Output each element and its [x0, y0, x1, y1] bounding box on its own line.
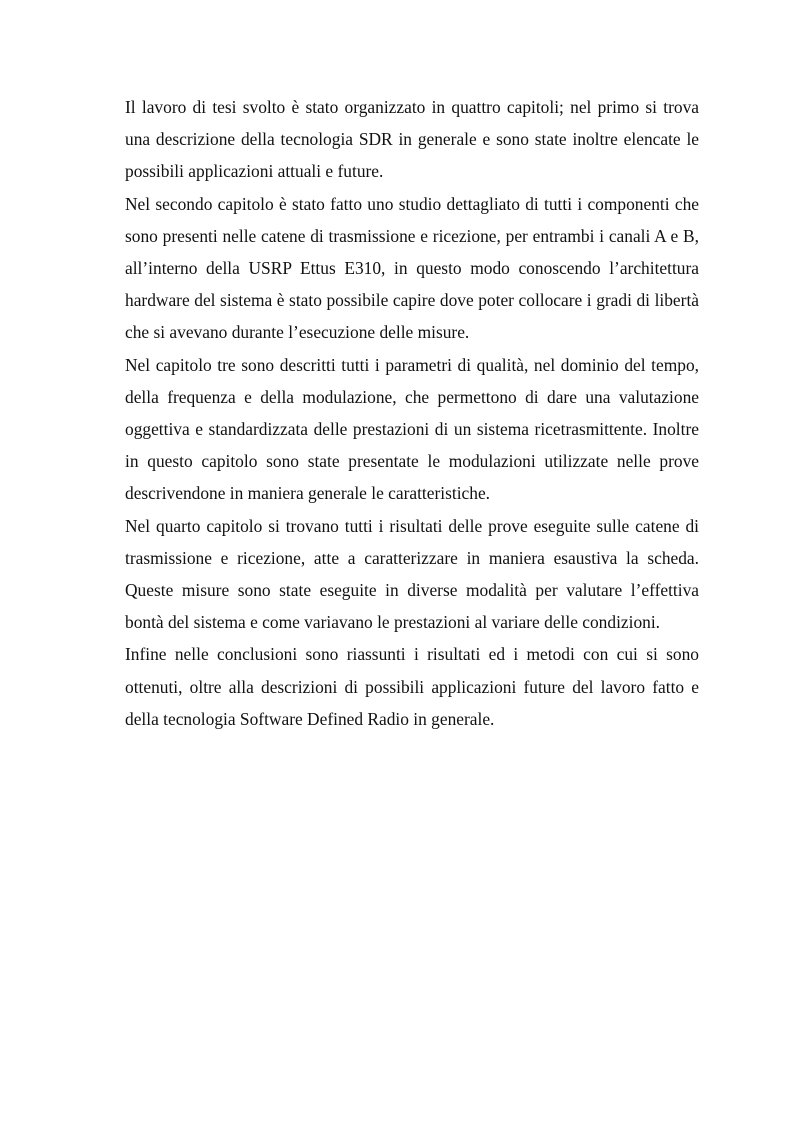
document-body — [125, 91, 699, 735]
paragraph-chapter-three: Nel capitolo tre sono descritti tutti i parametri di qualità, nel dominio del tempo, della frequenza e della modulazione, che permettono di dare una valutazione oggettiva e standardizzata delle prestazioni di un sistema ricetrasmittente. Inoltre in questo capitolo sono state presentate le modulazioni utilizzate nelle prove descrivendone in maniera generale le caratteristiche. — [125, 354, 699, 504]
paragraph-chapter-two: Nel secondo capitolo è stato fatto uno studio dettagliato di tutti i componenti che sono presenti nelle catene di trasmissione e ricezione, per entrambi i canali A e B, all’interno della USRP Ettus E310, in questo modo conoscendo l’architettura hardware del sistema è stato possibile capire dove poter collocare i gradi di libertà che si avevano durante l’esecuzione delle misure. — [125, 193, 699, 343]
paragraph-conclusions: Infine nelle conclusioni sono riassunti i risultati ed i metodi con cui si sono ottenuti, oltre alla descrizioni di possibili applicazioni future del lavoro fatto e della tecnologia Software Defined Radio in generale. — [125, 644, 699, 729]
paragraph-chapter-overview: Il lavoro di tesi svolto è stato organizzato in quattro capitoli; nel primo si trova una descrizione della tecnologia SDR in generale e sono state inoltre elencate le possibili applicazioni attuali e future. — [125, 97, 699, 182]
paragraph-chapter-four: Nel quarto capitolo si trovano tutti i risultati delle prove eseguite sulle catene di trasmissione e ricezione, atte a caratterizzare in maniera esaustiva la scheda. Queste misure sono state eseguite in diverse modalità per valutare l’effettiva bontà del sistema e come variavano le prestazioni al variare delle condizioni. — [125, 515, 699, 633]
